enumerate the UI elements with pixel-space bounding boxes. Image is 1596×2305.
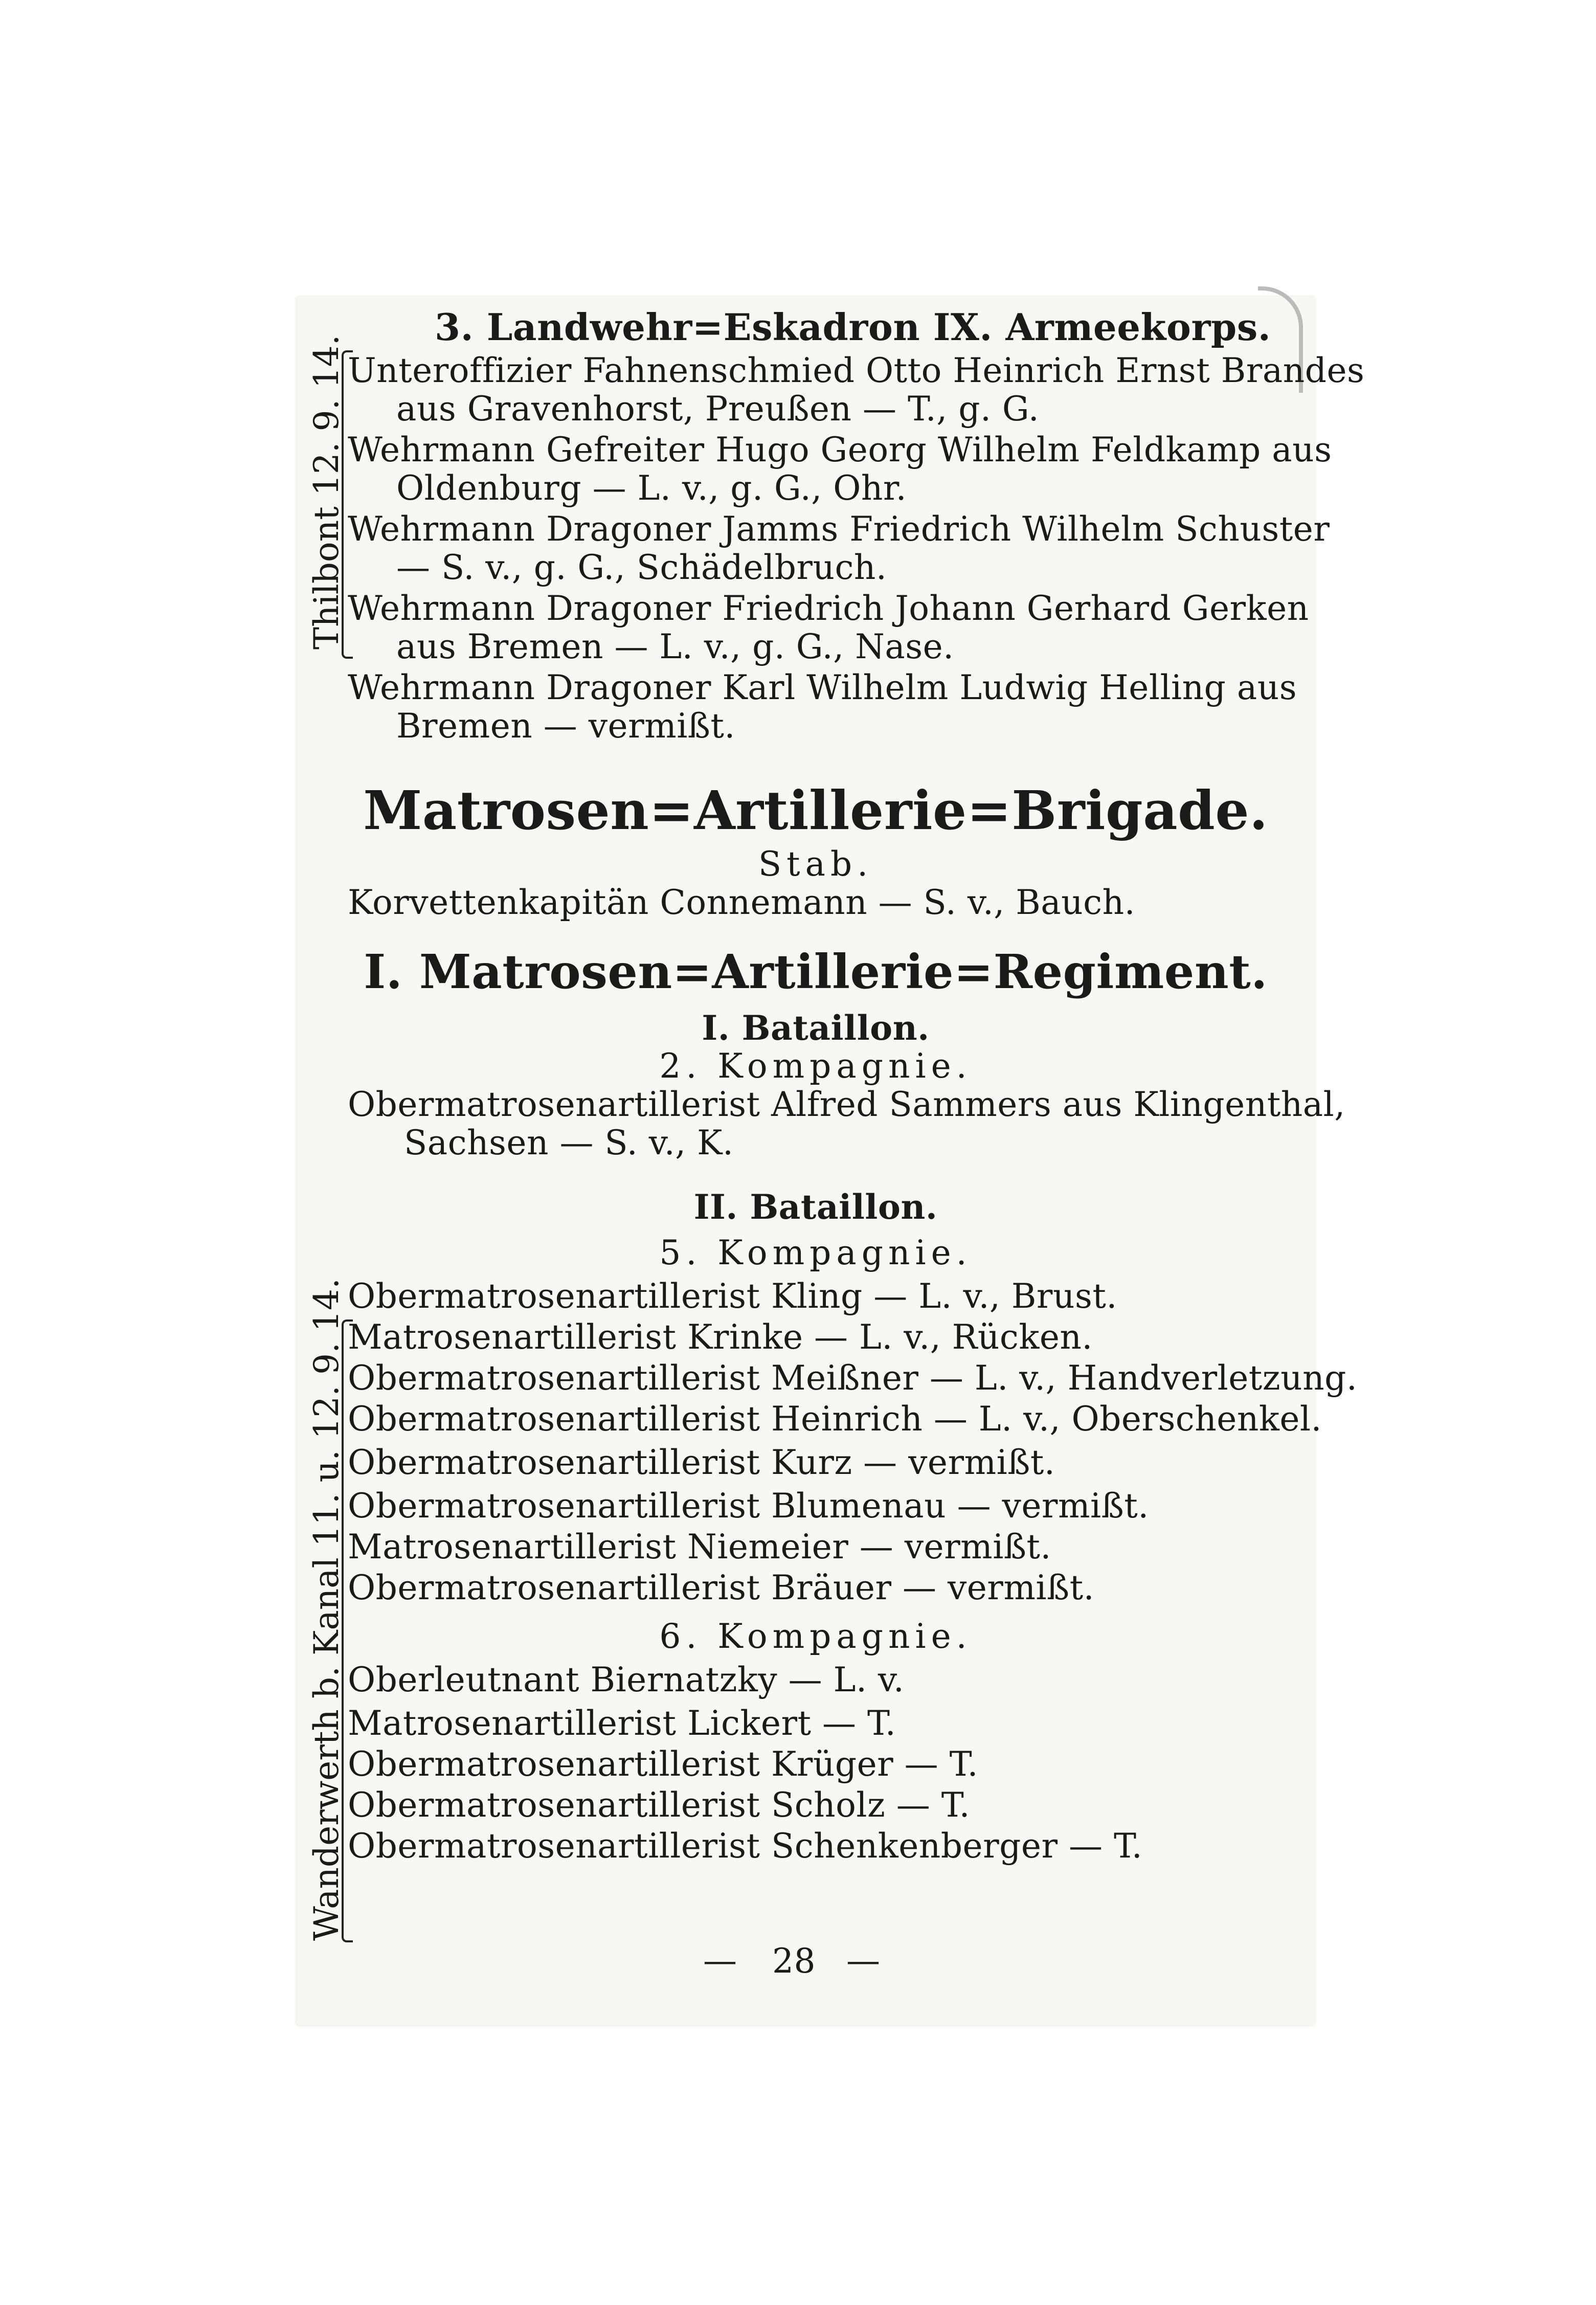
entry-3-line-2: — S. v., g. G., Schädelbruch.	[396, 548, 887, 587]
company-5-entry-2: Matrosenartillerist Krinke — L. v., Rücken.	[348, 1317, 1093, 1357]
entry-5-line-1: Wehrmann Dragoner Karl Wilhelm Ludwig Helling aus	[348, 668, 1297, 707]
company-5-entry-5: Obermatrosenartillerist Kurz — vermißt.	[348, 1443, 1055, 1482]
page-number-dash-right: —	[846, 1941, 880, 1980]
entry-3-line-1: Wehrmann Dragoner Jamms Friedrich Wilhelm Schuster	[348, 509, 1330, 549]
entry-2-line-2: Oldenburg — L. v., g. G., Ohr.	[396, 468, 907, 508]
entry-1-line-2: aus Gravenhorst, Preußen — T., g. G.	[396, 389, 1040, 429]
heading-company-5: 5. Kompagnie.	[659, 1233, 972, 1272]
heading-landwehr: 3. Landwehr=Eskadron IX. Armeekorps.	[435, 305, 1271, 349]
company-5-entry-8: Obermatrosenartillerist Bräuer — vermißt.	[348, 1568, 1095, 1607]
company-6-entry-1: Oberleutnant Biernatzky — L. v.	[348, 1660, 905, 1699]
company-2-line-1: Obermatrosenartillerist Alfred Sammers aus Klingenthal,	[348, 1085, 1345, 1124]
heading-battalion-1: I. Bataillon.	[702, 1008, 930, 1048]
company-5-entry-1: Obermatrosenartillerist Kling — L. v., Brust.	[348, 1277, 1117, 1316]
company-6-entry-4: Obermatrosenartillerist Scholz — T.	[348, 1785, 971, 1825]
page-number: 28	[772, 1941, 816, 1981]
entry-1-line-1: Unteroffizier Fahnenschmied Otto Heinrich Ernst Brandes	[348, 351, 1365, 390]
heading-company-6: 6. Kompagnie.	[659, 1617, 972, 1656]
entry-4-line-2: aus Bremen — L. v., g. G., Nase.	[396, 627, 954, 666]
heading-company-2: 2. Kompagnie.	[659, 1046, 972, 1086]
company-5-entry-3: Obermatrosenartillerist Meißner — L. v., Handverletzung.	[348, 1358, 1358, 1398]
heading-regiment: I. Matrosen=Artillerie=Regiment.	[364, 944, 1268, 999]
entry-4-line-1: Wehrmann Dragoner Friedrich Johann Gerhard Gerken	[348, 589, 1309, 628]
side-note-thilbont: Thilbont 12. 9. 14.	[307, 334, 346, 650]
company-2-line-2: Sachsen — S. v., K.	[404, 1123, 734, 1162]
heading-battalion-2: II. Bataillon.	[693, 1187, 938, 1227]
page-number-dash-left: —	[703, 1941, 737, 1980]
company-6-entry-2: Matrosenartillerist Lickert — T.	[348, 1704, 896, 1743]
company-5-entry-6: Obermatrosenartillerist Blumenau — vermißt.	[348, 1486, 1149, 1526]
stab-entry: Korvettenkapitän Connemann — S. v., Bauch.	[348, 883, 1136, 922]
company-5-entry-7: Matrosenartillerist Niemeier — vermißt.	[348, 1527, 1051, 1566]
heading-brigade: Matrosen=Artillerie=Brigade.	[363, 779, 1268, 842]
company-6-entry-3: Obermatrosenartillerist Krüger — T.	[348, 1744, 978, 1784]
entry-2-line-1: Wehrmann Gefreiter Hugo Georg Wilhelm Feldkamp aus	[348, 430, 1332, 469]
company-5-entry-4: Obermatrosenartillerist Heinrich — L. v., Oberschenkel.	[348, 1399, 1322, 1439]
side-note-wanderwerth: Wanderwerth b. Kanal 11. u. 12. 9. 14.	[307, 1278, 346, 1941]
entry-5-line-2: Bremen — vermißt.	[396, 706, 735, 746]
company-6-entry-5: Obermatrosenartillerist Schenkenberger — T.	[348, 1826, 1143, 1866]
document-page	[297, 297, 1365, 2025]
heading-stab: Stab.	[758, 844, 873, 884]
